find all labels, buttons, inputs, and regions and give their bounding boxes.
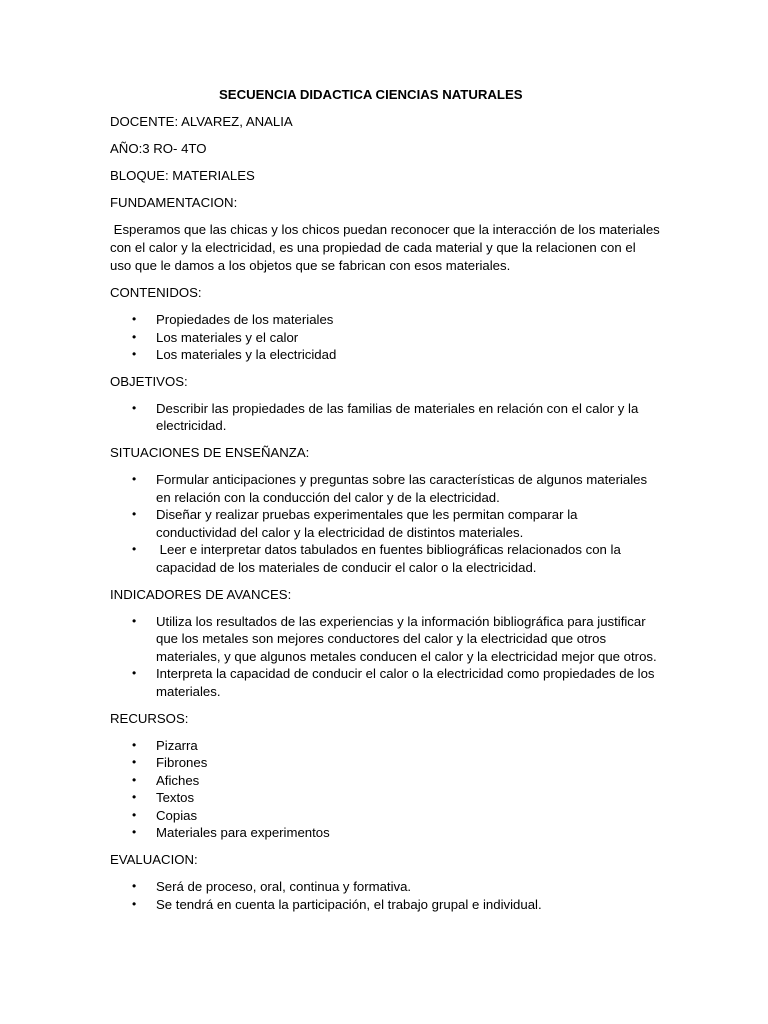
bullet-icon: • [132,666,137,681]
list-item [110,329,660,347]
bullet-icon: • [132,790,137,805]
recursos-heading: RECURSOS: [110,710,189,726]
list-item [110,471,660,506]
list-item [110,506,660,541]
list-item-text: Textos [156,790,195,806]
list-item [110,807,660,825]
list-item-text: Fibrones [156,755,208,771]
list-item-text: Se tendrá en cuenta la participación, el trabajo grupal e individual. [156,896,542,912]
bullet-icon: • [132,542,137,557]
document-title: SECUENCIA DIDACTICA CIENCIAS NATURALES [219,87,523,102]
list-item [110,311,660,329]
bullet-icon: • [132,507,137,522]
list-item-text: Utiliza los resultados de las experiencias y la información bibliográfica para justificar que los metales son mejores conductores del calor y la electricidad que otros materiales, y que algunos metales conducen el calor y la electricidad mejor que otros. [156,613,657,664]
list-item-text: Formular anticipaciones y preguntas sobre las características de algunos materiales en relación con la conducción del calor y de la electricidad. [156,471,648,505]
list-item [110,789,660,807]
list-item [110,665,660,700]
list-item [110,896,660,914]
list-item-text: Diseñar y realizar pruebas experimentales que les permitan comparar la conductividad del calor y la electricidad de distintos materiales. [156,507,578,540]
bullet-icon: • [132,471,137,486]
bullet-icon: • [132,613,137,628]
bullet-icon: • [132,400,137,415]
contenidos-heading: CONTENIDOS: [110,285,202,300]
list-item [110,400,660,435]
list-item-text: Afiches [156,772,200,788]
situaciones-list [110,471,660,577]
list-item [110,541,660,576]
bullet-icon: • [132,329,137,344]
situaciones-heading: SITUACIONES DE ENSEÑANZA: [110,444,310,460]
list-item-text: Pizarra [156,737,198,753]
list-item-text: Leer e interpretar datos tabulados en fuentes bibliográficas relacionados con la capacidad de los materiales de conducir el calor o la electricidad. [156,542,625,575]
docente-line: DOCENTE: ALVAREZ, ANALIA [110,114,293,129]
list-item-text: Copias [156,807,198,823]
bullet-icon: • [132,312,137,326]
list-item-text: Será de proceso, oral, continua y formativa. [156,879,412,895]
bullet-icon: • [132,879,137,894]
list-item [110,878,660,896]
list-item-text: Interpreta la capacidad de conducir el calor o la electricidad como propiedades de los materiales. [156,666,655,699]
bullet-icon: • [132,347,137,362]
bullet-icon: • [132,807,137,822]
document-body [110,86,664,913]
list-item [110,824,660,842]
indicadores-list [110,613,660,701]
bullet-icon: • [132,896,137,911]
list-item-text: Los materiales y la electricidad [156,347,337,363]
bullet-icon: • [132,755,137,770]
list-item-text: Materiales para experimentos [156,825,330,841]
fundamentacion-text: Esperamos que las chicas y los chicos puedan reconocer que la interacción de los materiales con el calor y la electricidad, es una propiedad de cada material y que la relacionen con el uso que le damos a los objetos que se fabrican con esos materiales. [110,222,664,273]
list-item [110,737,660,755]
evaluacion-heading: EVALUACION: [110,852,198,868]
bullet-icon: • [132,825,137,840]
list-item-text: Describir las propiedades de las familias de materiales en relación con el calor y la electricidad. [156,400,639,434]
anio-line: AÑO:3 RO- 4TO [110,141,207,156]
indicadores-heading: INDICADORES DE AVANCES: [110,586,292,602]
list-item [110,754,660,772]
list-item [110,346,660,364]
list-item [110,772,660,790]
list-item-text: Los materiales y el calor [156,329,299,345]
list-item-text: Propiedades de los materiales [156,312,334,327]
bullet-icon: • [132,737,137,752]
fundamentacion-heading: FUNDAMENTACION: [110,195,238,210]
list-item [110,613,660,666]
bloque-line: BLOQUE: MATERIALES [110,168,255,183]
bullet-icon: • [132,772,137,787]
recursos-list [110,737,660,843]
evaluacion-list [110,878,660,913]
objetivos-heading: OBJETIVOS: [110,373,188,389]
contenidos-list [110,311,660,364]
objetivos-list [110,400,660,435]
